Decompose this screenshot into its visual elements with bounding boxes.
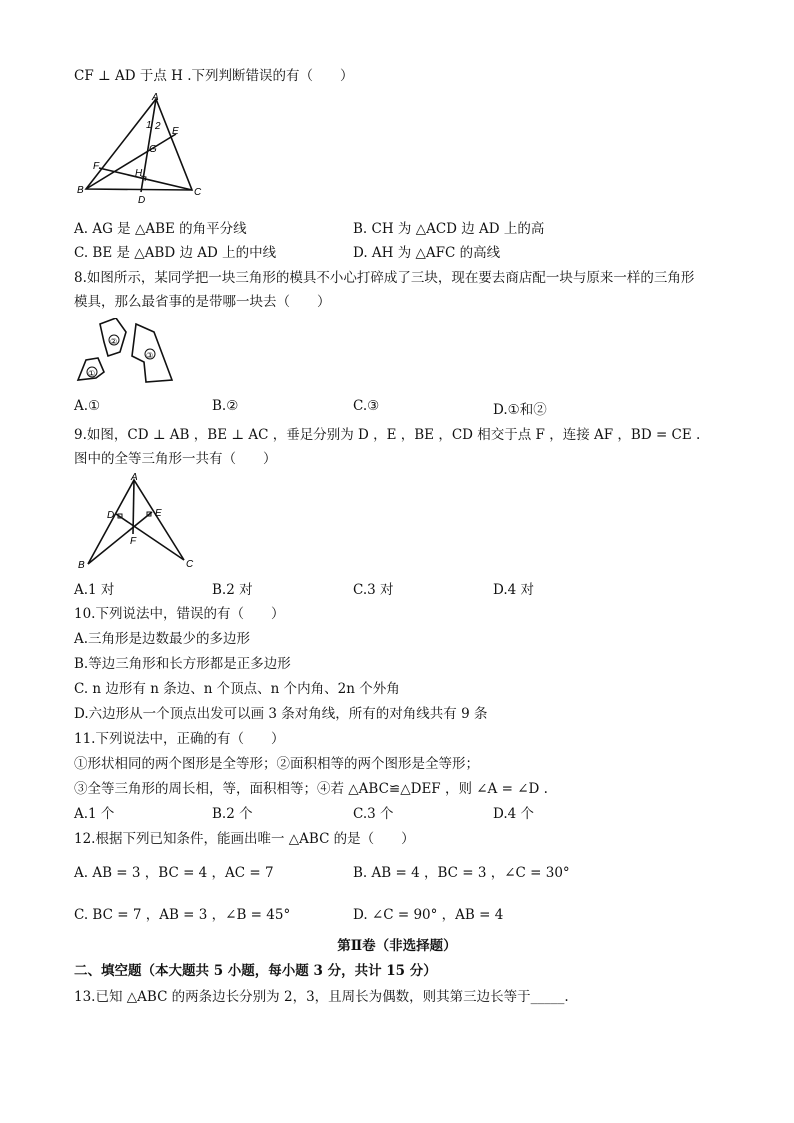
q8-option-c[interactable]: C.③ xyxy=(353,398,380,414)
q9-option-b[interactable]: B.2 对 xyxy=(212,582,253,598)
section2-heading: 二、填空题（本大题共 5 小题，每小题 3 分，共计 15 分） xyxy=(74,963,437,979)
q9-line2: 图中的全等三角形一共有（ ） xyxy=(74,451,277,467)
q7-option-b[interactable]: B. CH 为 △ACD 边 AD 上的高 xyxy=(353,221,545,237)
q9-label-f: F xyxy=(130,536,137,547)
q7-label-b: B xyxy=(77,185,84,196)
q9-figure xyxy=(74,472,204,572)
q10-option-d[interactable]: D.六边形从一个顶点出发可以画 3 条对角线，所有的对角线共有 9 条 xyxy=(74,706,488,722)
q8-piece-3-label: ③ xyxy=(146,351,154,360)
q11-stem: 11.下列说法中，正确的有（ ） xyxy=(74,731,285,747)
q8-figure xyxy=(74,318,179,388)
q7-label-e: E xyxy=(172,126,179,137)
q11-option-d[interactable]: D.4 个 xyxy=(493,806,535,822)
q7-label-g: G xyxy=(149,144,157,155)
q8-option-d[interactable]: D.①和② xyxy=(493,402,547,418)
q8-piece-2-label: ② xyxy=(110,337,118,346)
q9-label-a: A xyxy=(131,472,138,483)
q10-option-b[interactable]: B.等边三角形和长方形都是正多边形 xyxy=(74,656,291,672)
q8-line1: 8.如图所示，某同学把一块三角形的模具不小心打碎成了三块，现在要去商店配一块与原来一样的三角形 xyxy=(74,270,695,286)
q7-stem: CF ⊥ AD 于点 H .下列判断错误的有（ ） xyxy=(74,68,354,84)
q11-option-a[interactable]: A.1 个 xyxy=(74,806,115,822)
q7-label-d: D xyxy=(138,195,146,204)
q12-option-d[interactable]: D. ∠C = 90° ，AB = 4 xyxy=(353,907,504,923)
q7-label-f: F xyxy=(93,161,100,172)
q9-label-b: B xyxy=(78,560,85,571)
q11-statement-2: ③全等三角形的周长相，等，面积相等；④若 △ABC≌△DEF ，则 ∠A = ∠D . xyxy=(74,781,548,797)
q10-option-c[interactable]: C. n 边形有 n 条边、n 个顶点、n 个内角、2n 个外角 xyxy=(74,681,400,697)
q12-option-b[interactable]: B. AB = 4 ，BC = 3 ，∠C = 30° xyxy=(353,865,570,881)
q13-stem: 13.已知 △ABC 的两条边长分别为 2，3，且周长为偶数，则其第三边长等于_____. xyxy=(74,989,569,1005)
q9-label-d: D xyxy=(107,510,115,521)
q7-label-h: H xyxy=(135,168,143,179)
part2-title: 第Ⅱ卷（非选择题） xyxy=(337,938,457,954)
q12-option-a[interactable]: A. AB = 3 ，BC = 4 ，AC = 7 xyxy=(74,865,274,881)
q10-stem: 10.下列说法中，错误的有（ ） xyxy=(74,606,285,622)
q7-option-d[interactable]: D. AH 为 △AFC 的高线 xyxy=(353,245,501,261)
q7-option-a[interactable]: A. AG 是 △ABE 的角平分线 xyxy=(74,221,247,237)
q9-line1: 9.如图，CD ⊥ AB ，BE ⊥ AC ，垂足分别为 D ，E ，BE ，CD 相交于点 F ，连接 AF ，BD = CE . xyxy=(74,427,701,443)
q8-option-a[interactable]: A.① xyxy=(74,398,101,414)
q12-stem: 12.根据下列已知条件，能画出唯一 △ABC 的是（ ） xyxy=(74,831,415,847)
q7-angle-2: 2 xyxy=(155,121,161,132)
q9-option-d[interactable]: D.4 对 xyxy=(493,582,535,598)
q12-option-c[interactable]: C. BC = 7 ，AB = 3 ，∠B = 45° xyxy=(74,907,291,923)
q9-label-e: E xyxy=(155,508,162,519)
q8-option-b[interactable]: B.② xyxy=(212,398,239,414)
q7-angle-1: 1 xyxy=(146,120,152,131)
q7-option-c[interactable]: C. BE 是 △ABD 边 AD 上的中线 xyxy=(74,245,277,261)
q11-option-c[interactable]: C.3 个 xyxy=(353,806,394,822)
q8-piece-1-label: ① xyxy=(88,369,96,378)
q8-line2: 模具，那么最省事的是带哪一块去（ ） xyxy=(74,294,331,310)
q9-option-a[interactable]: A.1 对 xyxy=(74,582,115,598)
q9-label-c: C xyxy=(186,559,194,570)
q7-figure xyxy=(74,92,204,204)
q7-label-a: A xyxy=(152,92,159,103)
q7-label-c: C xyxy=(194,187,202,198)
q10-option-a[interactable]: A.三角形是边数最少的多边形 xyxy=(74,631,251,647)
q9-option-c[interactable]: C.3 对 xyxy=(353,582,394,598)
q11-statement-1: ①形状相同的两个图形是全等形；②面积相等的两个图形是全等形； xyxy=(74,756,479,772)
q11-option-b[interactable]: B.2 个 xyxy=(212,806,253,822)
